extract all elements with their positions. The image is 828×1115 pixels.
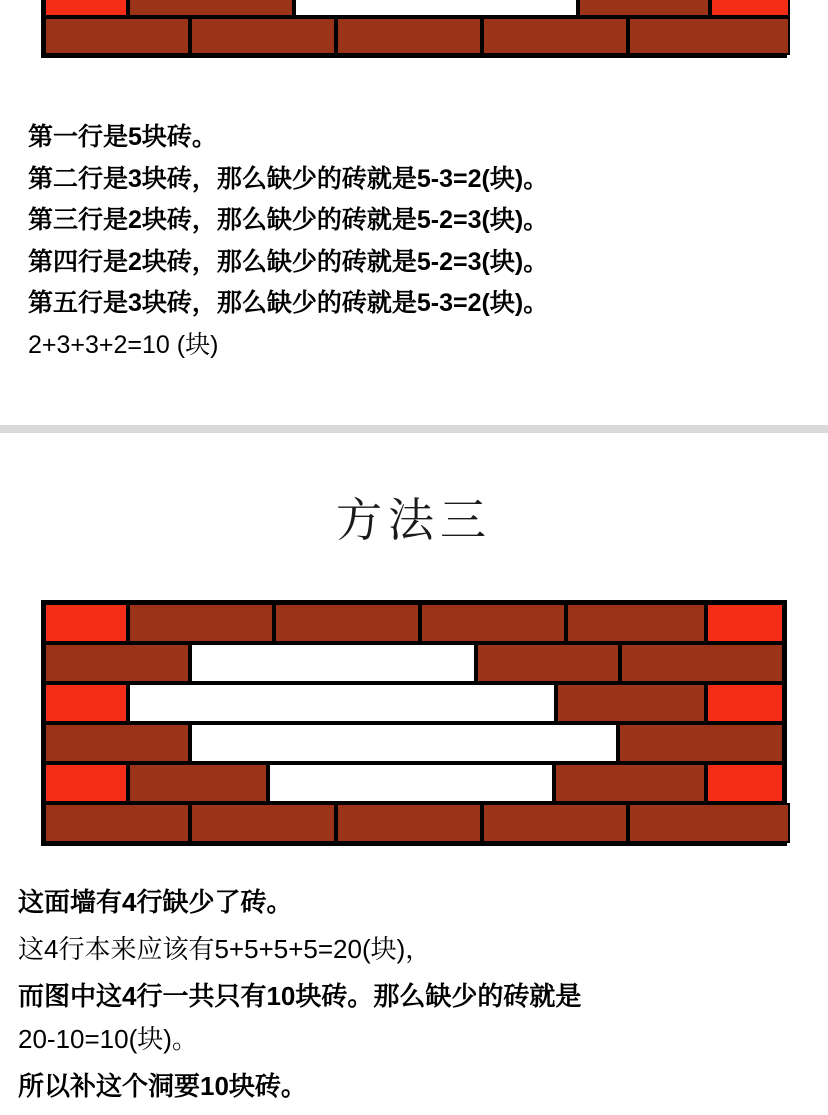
brick-row: [44, 803, 784, 843]
explanation-line: 第五行是3块砖，那么缺少的砖就是5-3=2(块)。: [28, 289, 549, 317]
brick-wall-method-three: [41, 600, 787, 846]
brick-cell: [128, 763, 268, 803]
brick-cell: [578, 0, 710, 17]
brick-cell: [44, 17, 190, 55]
brick-hole-cell: [294, 0, 578, 17]
brick-cell-highlight: [706, 763, 784, 803]
brick-cell-highlight: [706, 683, 784, 723]
method-title: 方法三: [336, 493, 492, 547]
brick-cell: [628, 803, 790, 843]
section-divider: [0, 425, 828, 433]
brick-cell: [482, 17, 628, 55]
explanation-line: 这4行本来应该有5+5+5+5=20(块)，: [18, 933, 432, 964]
brick-cell-highlight: [710, 0, 790, 17]
brick-cell: [420, 603, 566, 643]
brick-cell: [190, 17, 336, 55]
brick-cell: [274, 603, 420, 643]
brick-cell: [190, 803, 336, 843]
brick-cell-highlight: [44, 683, 128, 723]
explanation-line: 第一行是5块砖。: [28, 123, 217, 151]
brick-cell-highlight: [44, 603, 128, 643]
explanation-line: 第三行是2块砖，那么缺少的砖就是5-2=3(块)。: [28, 206, 549, 234]
brick-cell: [566, 603, 706, 643]
brick-cell: [128, 0, 294, 17]
brick-cell: [336, 17, 482, 55]
brick-wall-top-partial: [41, 0, 787, 58]
brick-hole-cell: [190, 723, 618, 763]
explanation-method-two: [28, 120, 548, 369]
brick-cell: [618, 723, 784, 763]
brick-cell: [44, 723, 190, 763]
brick-row: [44, 0, 784, 17]
brick-row: [44, 683, 784, 723]
explanation-method-three: [18, 884, 581, 1115]
brick-row: [44, 17, 784, 55]
brick-cell-highlight: [44, 763, 128, 803]
explanation-line: 这面墙有4行缺少了砖。: [18, 887, 293, 917]
brick-row: [44, 643, 784, 683]
brick-cell: [620, 643, 784, 683]
brick-hole-cell: [128, 683, 556, 723]
explanation-line: 20-10=10(块)。: [18, 1023, 198, 1054]
explanation-line: 第四行是2块砖，那么缺少的砖就是5-2=3(块)。: [28, 247, 549, 276]
brick-cell: [336, 803, 482, 843]
brick-row: [44, 723, 784, 763]
explanation-conclusion: 所以补这个洞要10块砖。: [18, 1070, 307, 1101]
explanation-line: 而图中这4行一共只有10块砖。那么缺少的砖就是: [18, 980, 582, 1011]
brick-cell: [482, 803, 628, 843]
brick-cell-highlight: [706, 603, 784, 643]
brick-cell: [44, 803, 190, 843]
explanation-total-line: 2+3+3+2=10 (块): [28, 330, 219, 359]
brick-hole-cell: [268, 763, 554, 803]
brick-cell: [44, 643, 190, 683]
brick-cell: [476, 643, 620, 683]
brick-cell: [556, 683, 706, 723]
brick-row: [44, 603, 784, 643]
brick-cell-highlight: [44, 0, 128, 17]
explanation-line: 第二行是3块砖，那么缺少的砖就是5-3=2(块)。: [28, 164, 549, 193]
brick-row: [44, 763, 784, 803]
brick-hole-cell: [190, 643, 476, 683]
brick-cell: [128, 603, 274, 643]
brick-cell: [628, 17, 790, 55]
brick-cell: [554, 763, 706, 803]
